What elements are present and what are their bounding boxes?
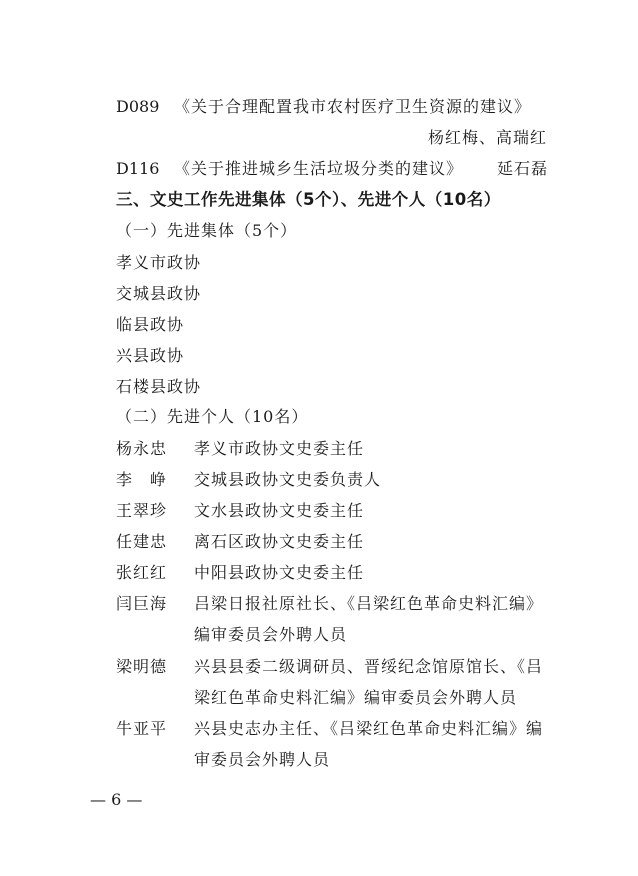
collective-item: 石楼县政协 xyxy=(116,377,202,396)
person-role: 兴县史志办主任、《吕梁红色革命史料汇编》编 xyxy=(194,719,544,738)
proposal-title: 《关于合理配置我市农村医疗卫生资源的建议》 xyxy=(174,97,532,116)
person-role: 吕梁日报社原社长、《吕梁红色革命史料汇编》 xyxy=(194,594,544,613)
subsection-heading: （二）先进个人（10名） xyxy=(116,407,309,426)
page-number: — 6 — xyxy=(90,790,143,809)
person-name: 梁明德 xyxy=(116,657,168,676)
person-role: 孝义市政协文史委主任 xyxy=(194,439,365,458)
person-role: 交城县政协文史委负责人 xyxy=(194,470,382,489)
proposal-authors: 杨红梅、高瑞红 xyxy=(428,128,548,147)
person-name: 张红红 xyxy=(116,563,168,582)
person-name: 杨永忠 xyxy=(116,439,168,458)
person-role-continued: 梁红色革命史料汇编》编审委员会外聘人员 xyxy=(194,688,518,707)
person-role: 文水县政协文史委主任 xyxy=(194,501,365,520)
person-name: 闫巨海 xyxy=(116,594,168,613)
proposal-code: D089 xyxy=(116,97,160,116)
person-role: 兴县县委二级调研员、晋绥纪念馆原馆长、《吕 xyxy=(194,657,544,676)
person-role: 中阳县政协文史委主任 xyxy=(194,563,365,582)
person-role-continued: 审委员会外聘人员 xyxy=(194,750,331,769)
subsection-heading: （一）先进集体（5个） xyxy=(116,221,298,240)
person-name: 王翠珍 xyxy=(116,501,168,520)
collective-item: 临县政协 xyxy=(116,315,185,334)
collective-item: 孝义市政协 xyxy=(116,253,202,272)
proposal-title: 《关于推进城乡生活垃圾分类的建议》 xyxy=(174,159,464,178)
person-name: 牛亚平 xyxy=(116,719,168,738)
proposal-authors: 延石磊 xyxy=(497,159,549,178)
person-role-continued: 编审委员会外聘人员 xyxy=(194,625,348,644)
collective-item: 交城县政协 xyxy=(116,284,202,303)
person-name: 李 峥 xyxy=(116,470,168,489)
collective-item: 兴县政协 xyxy=(116,346,185,365)
proposal-code: D116 xyxy=(116,159,160,178)
person-role: 离石区政协文史委主任 xyxy=(194,532,365,551)
person-name: 任建忠 xyxy=(116,532,168,551)
section-heading: 三、文史工作先进集体（5个）、先进个人（10名） xyxy=(116,190,501,209)
